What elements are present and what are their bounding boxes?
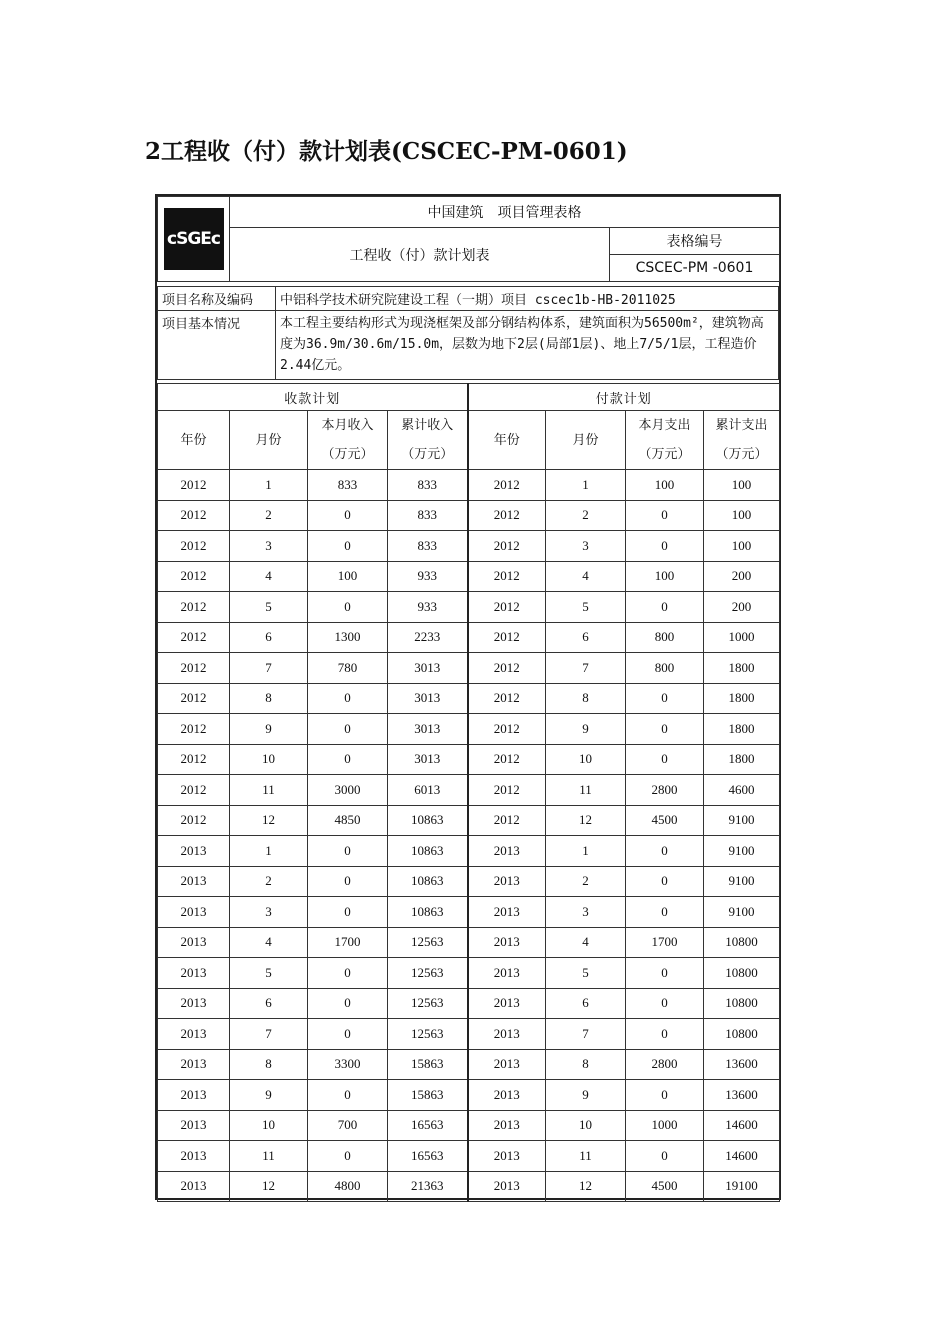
cell-year: 2012 (468, 470, 546, 501)
cell-cum-income: 15863 (388, 1049, 468, 1080)
cell-year: 2013 (158, 1110, 230, 1141)
cell-month: 10 (230, 1110, 308, 1141)
cell-year: 2012 (158, 561, 230, 592)
col-month-payment: 月份 (546, 411, 626, 470)
cell-year: 2013 (468, 988, 546, 1019)
cell-cum-expense: 14600 (704, 1141, 780, 1172)
cell-year: 2012 (468, 714, 546, 745)
cell-month: 3 (230, 897, 308, 928)
cell-year: 2013 (158, 988, 230, 1019)
cell-month: 11 (230, 1141, 308, 1172)
cell-month: 7 (546, 1019, 626, 1050)
cell-year: 2013 (158, 866, 230, 897)
cell-month-expense: 100 (626, 470, 704, 501)
cell-year: 2012 (468, 744, 546, 775)
cell-cum-income: 10863 (388, 897, 468, 928)
cell-year: 2013 (158, 1141, 230, 1172)
cell-cum-income: 21363 (388, 1171, 468, 1202)
cell-year: 2012 (468, 500, 546, 531)
col-month-expense-line1: 本月支出 (638, 418, 691, 433)
col-month-receipt: 月份 (230, 411, 308, 470)
table-row (158, 531, 780, 562)
cell-month-expense: 800 (626, 622, 704, 653)
cell-month-expense: 0 (626, 1141, 704, 1172)
cell-year: 2013 (468, 1049, 546, 1080)
table-row (158, 1049, 780, 1080)
cell-month: 10 (546, 1110, 626, 1141)
cell-month: 12 (230, 1171, 308, 1202)
cell-month-expense: 1700 (626, 927, 704, 958)
org-title: 中国建筑 项目管理表格 (230, 197, 780, 228)
cell-cum-income: 16563 (388, 1110, 468, 1141)
table-row (158, 500, 780, 531)
cell-month-income: 780 (308, 653, 388, 684)
project-basic-label: 项目基本情况 (158, 311, 276, 380)
cell-month-expense: 0 (626, 836, 704, 867)
col-cum-income-line1: 累计收入 (401, 418, 454, 433)
cell-month-expense: 4500 (626, 805, 704, 836)
cell-month-expense: 0 (626, 683, 704, 714)
cell-year: 2013 (158, 897, 230, 928)
cell-year: 2013 (468, 958, 546, 989)
cell-cum-expense: 1800 (704, 744, 780, 775)
cell-year: 2012 (468, 531, 546, 562)
cell-month: 4 (546, 927, 626, 958)
cell-month: 10 (230, 744, 308, 775)
logo-cell (158, 197, 230, 282)
cell-year: 2013 (158, 958, 230, 989)
col-cum-income (388, 411, 468, 470)
cell-cum-income: 3013 (388, 683, 468, 714)
cell-cum-expense: 19100 (704, 1171, 780, 1202)
cell-month: 9 (546, 1080, 626, 1111)
cell-month: 3 (546, 897, 626, 928)
cell-cum-income: 12563 (388, 1019, 468, 1050)
cell-month-income: 0 (308, 592, 388, 623)
col-year-payment: 年份 (468, 411, 546, 470)
table-row (158, 1110, 780, 1141)
cell-month: 1 (230, 836, 308, 867)
cell-cum-income: 2233 (388, 622, 468, 653)
table-row (158, 592, 780, 623)
table-row (158, 1080, 780, 1111)
project-name-label: 项目名称及编码 (158, 287, 276, 311)
cell-month: 9 (546, 714, 626, 745)
table-row (158, 470, 780, 501)
cell-month: 9 (230, 1080, 308, 1111)
cell-month: 7 (230, 1019, 308, 1050)
cell-cum-income: 833 (388, 531, 468, 562)
table-row (158, 897, 780, 928)
cell-month: 5 (230, 592, 308, 623)
cell-year: 2012 (158, 805, 230, 836)
cell-month: 11 (230, 775, 308, 806)
cell-month: 2 (230, 500, 308, 531)
cell-year: 2012 (158, 500, 230, 531)
table-row (158, 1171, 780, 1202)
cell-cum-expense: 13600 (704, 1049, 780, 1080)
cell-month-income: 0 (308, 500, 388, 531)
cell-year: 2012 (468, 775, 546, 806)
cell-month-income: 3000 (308, 775, 388, 806)
cell-year: 2013 (468, 1171, 546, 1202)
col-cum-expense (704, 411, 780, 470)
document-title: 2工程收（付）款计划表(CSCEC-PM-0601) (145, 138, 628, 165)
cell-month: 9 (230, 714, 308, 745)
cell-cum-income: 10863 (388, 836, 468, 867)
cell-month: 8 (546, 1049, 626, 1080)
cell-month: 2 (546, 866, 626, 897)
cell-year: 2013 (468, 1019, 546, 1050)
cell-month: 5 (230, 958, 308, 989)
cell-month-income: 833 (308, 470, 388, 501)
cell-month: 8 (546, 683, 626, 714)
cell-month: 3 (546, 531, 626, 562)
cell-month: 6 (230, 988, 308, 1019)
cell-cum-income: 12563 (388, 927, 468, 958)
cell-year: 2013 (158, 1080, 230, 1111)
table-row (158, 561, 780, 592)
table-row (158, 836, 780, 867)
project-basic-value: 本工程主要结构形式为现浇框架及部分钢结构体系，建筑面积为56500m²，建筑物高度为36.9m/30.6m/15.0m，层数为地下2层(局部1层)、地上7/5/1层，工程造价2.44亿元。 (276, 311, 779, 380)
cell-month-income: 0 (308, 897, 388, 928)
table-row (158, 714, 780, 745)
table-row (158, 653, 780, 684)
form-name: 工程收（付）款计划表 (230, 228, 610, 282)
cell-cum-expense: 10800 (704, 1019, 780, 1050)
cell-year: 2013 (468, 927, 546, 958)
cell-cum-income: 15863 (388, 1080, 468, 1111)
cell-cum-income: 12563 (388, 988, 468, 1019)
col-month-expense (626, 411, 704, 470)
cell-month-income: 0 (308, 1080, 388, 1111)
cell-month-expense: 0 (626, 958, 704, 989)
cell-month-income: 0 (308, 1019, 388, 1050)
cell-cum-income: 933 (388, 592, 468, 623)
cell-cum-income: 3013 (388, 653, 468, 684)
cell-year: 2013 (158, 836, 230, 867)
cell-cum-expense: 100 (704, 470, 780, 501)
cell-cum-income: 10863 (388, 866, 468, 897)
cell-year: 2013 (468, 866, 546, 897)
cell-month-expense: 0 (626, 1080, 704, 1111)
col-cum-expense-line1: 累计支出 (715, 418, 768, 433)
cell-cum-income: 6013 (388, 775, 468, 806)
cell-month: 1 (546, 470, 626, 501)
cell-cum-income: 3013 (388, 714, 468, 745)
cell-cum-expense: 10800 (704, 958, 780, 989)
cell-year: 2013 (468, 836, 546, 867)
form-header (157, 196, 780, 282)
project-info (157, 286, 779, 380)
cell-cum-income: 833 (388, 470, 468, 501)
cell-month-income: 0 (308, 988, 388, 1019)
cell-month: 7 (230, 653, 308, 684)
cell-month-expense: 0 (626, 531, 704, 562)
cell-month: 4 (546, 561, 626, 592)
cell-month: 4 (230, 561, 308, 592)
payment-section-header: 付款计划 (468, 384, 780, 411)
cell-month: 1 (546, 836, 626, 867)
cell-cum-expense: 200 (704, 561, 780, 592)
cell-year: 2012 (158, 653, 230, 684)
cell-year: 2012 (158, 470, 230, 501)
cell-month-income: 0 (308, 958, 388, 989)
cscec-logo: cSGEc (164, 208, 224, 270)
cell-month: 10 (546, 744, 626, 775)
cell-month-expense: 800 (626, 653, 704, 684)
table-row (158, 744, 780, 775)
code-value: CSCEC-PM -0601 (610, 255, 780, 282)
cell-cum-expense: 1800 (704, 714, 780, 745)
cell-year: 2012 (158, 531, 230, 562)
cell-year: 2012 (468, 561, 546, 592)
table-row (158, 683, 780, 714)
project-name-value: 中铝科学技术研究院建设工程（一期）项目 cscec1b-HB-2011025 (276, 287, 779, 311)
col-cum-income-line2: （万元） (401, 447, 454, 462)
table-row (158, 958, 780, 989)
col-month-expense-line2: （万元） (638, 447, 691, 462)
cell-year: 2013 (468, 1141, 546, 1172)
table-row (158, 622, 780, 653)
cell-cum-expense: 14600 (704, 1110, 780, 1141)
col-month-income-line1: 本月收入 (321, 418, 374, 433)
cell-month-expense: 4500 (626, 1171, 704, 1202)
cell-year: 2013 (158, 1019, 230, 1050)
cell-cum-expense: 9100 (704, 897, 780, 928)
cell-cum-income: 933 (388, 561, 468, 592)
cell-year: 2012 (158, 622, 230, 653)
cell-month-income: 1700 (308, 927, 388, 958)
cell-month-expense: 0 (626, 592, 704, 623)
cell-month-income: 1300 (308, 622, 388, 653)
cell-month: 11 (546, 775, 626, 806)
col-month-income (308, 411, 388, 470)
cell-month-income: 0 (308, 683, 388, 714)
table-row (158, 775, 780, 806)
cell-month-expense: 0 (626, 744, 704, 775)
cell-month-expense: 1000 (626, 1110, 704, 1141)
col-month-income-line2: （万元） (321, 447, 374, 462)
cell-month-expense: 0 (626, 714, 704, 745)
table-row (158, 1141, 780, 1172)
cell-year: 2012 (468, 653, 546, 684)
cell-month-income: 700 (308, 1110, 388, 1141)
cell-month-income: 100 (308, 561, 388, 592)
cell-year: 2012 (158, 714, 230, 745)
cell-month: 1 (230, 470, 308, 501)
cell-cum-expense: 1800 (704, 653, 780, 684)
cell-year: 2012 (158, 683, 230, 714)
cell-month-expense: 100 (626, 561, 704, 592)
code-label: 表格编号 (610, 228, 780, 255)
table-row (158, 988, 780, 1019)
cell-month-income: 0 (308, 836, 388, 867)
col-year-receipt: 年份 (158, 411, 230, 470)
cell-month: 12 (546, 1171, 626, 1202)
cell-year: 2012 (158, 592, 230, 623)
cell-month-expense: 0 (626, 866, 704, 897)
cell-cum-expense: 10800 (704, 988, 780, 1019)
cell-cum-expense: 13600 (704, 1080, 780, 1111)
cell-month: 5 (546, 958, 626, 989)
cell-month: 2 (230, 866, 308, 897)
cell-month: 12 (546, 805, 626, 836)
cell-year: 2013 (158, 1049, 230, 1080)
plan-rows (158, 470, 780, 1202)
cell-month-expense: 0 (626, 500, 704, 531)
cell-month-expense: 0 (626, 897, 704, 928)
cell-cum-expense: 1800 (704, 683, 780, 714)
cell-cum-expense: 100 (704, 531, 780, 562)
cell-year: 2012 (468, 683, 546, 714)
table-row (158, 866, 780, 897)
cell-year: 2012 (158, 775, 230, 806)
cell-month: 11 (546, 1141, 626, 1172)
cell-month-expense: 2800 (626, 1049, 704, 1080)
cell-year: 2013 (468, 897, 546, 928)
cell-year: 2012 (468, 805, 546, 836)
cell-month-expense: 0 (626, 988, 704, 1019)
cell-month-expense: 0 (626, 1019, 704, 1050)
table-row (158, 805, 780, 836)
cell-cum-expense: 1000 (704, 622, 780, 653)
table-row (158, 927, 780, 958)
cell-cum-expense: 200 (704, 592, 780, 623)
cell-month-income: 4850 (308, 805, 388, 836)
cell-cum-expense: 10800 (704, 927, 780, 958)
cell-year: 2012 (158, 744, 230, 775)
cell-month: 6 (546, 988, 626, 1019)
table-row (158, 1019, 780, 1050)
cell-cum-expense: 9100 (704, 866, 780, 897)
cell-month-expense: 2800 (626, 775, 704, 806)
cell-month: 2 (546, 500, 626, 531)
cell-month: 4 (230, 927, 308, 958)
cell-month: 8 (230, 683, 308, 714)
cell-month: 5 (546, 592, 626, 623)
cell-cum-income: 833 (388, 500, 468, 531)
cell-month-income: 0 (308, 866, 388, 897)
cell-cum-income: 16563 (388, 1141, 468, 1172)
cell-month-income: 0 (308, 1141, 388, 1172)
cell-cum-income: 12563 (388, 958, 468, 989)
plan-form (155, 194, 781, 1200)
receipt-section-header: 收款计划 (158, 384, 468, 411)
cell-month-income: 0 (308, 744, 388, 775)
plan-table (157, 383, 780, 1202)
col-cum-expense-line2: （万元） (715, 447, 768, 462)
cell-cum-income: 3013 (388, 744, 468, 775)
cell-month: 7 (546, 653, 626, 684)
cell-month: 8 (230, 1049, 308, 1080)
cell-cum-expense: 9100 (704, 836, 780, 867)
cell-month-income: 3300 (308, 1049, 388, 1080)
cell-month-income: 0 (308, 531, 388, 562)
cell-cum-expense: 100 (704, 500, 780, 531)
cell-year: 2013 (468, 1110, 546, 1141)
cell-month: 6 (230, 622, 308, 653)
cell-month: 6 (546, 622, 626, 653)
cell-year: 2013 (158, 1171, 230, 1202)
cell-month: 12 (230, 805, 308, 836)
cell-cum-expense: 4600 (704, 775, 780, 806)
cell-year: 2012 (468, 622, 546, 653)
cell-cum-expense: 9100 (704, 805, 780, 836)
cell-month-income: 0 (308, 714, 388, 745)
cell-month: 3 (230, 531, 308, 562)
cell-month-income: 4800 (308, 1171, 388, 1202)
cell-year: 2012 (468, 592, 546, 623)
cell-year: 2013 (468, 1080, 546, 1111)
cell-year: 2013 (158, 927, 230, 958)
cell-cum-income: 10863 (388, 805, 468, 836)
